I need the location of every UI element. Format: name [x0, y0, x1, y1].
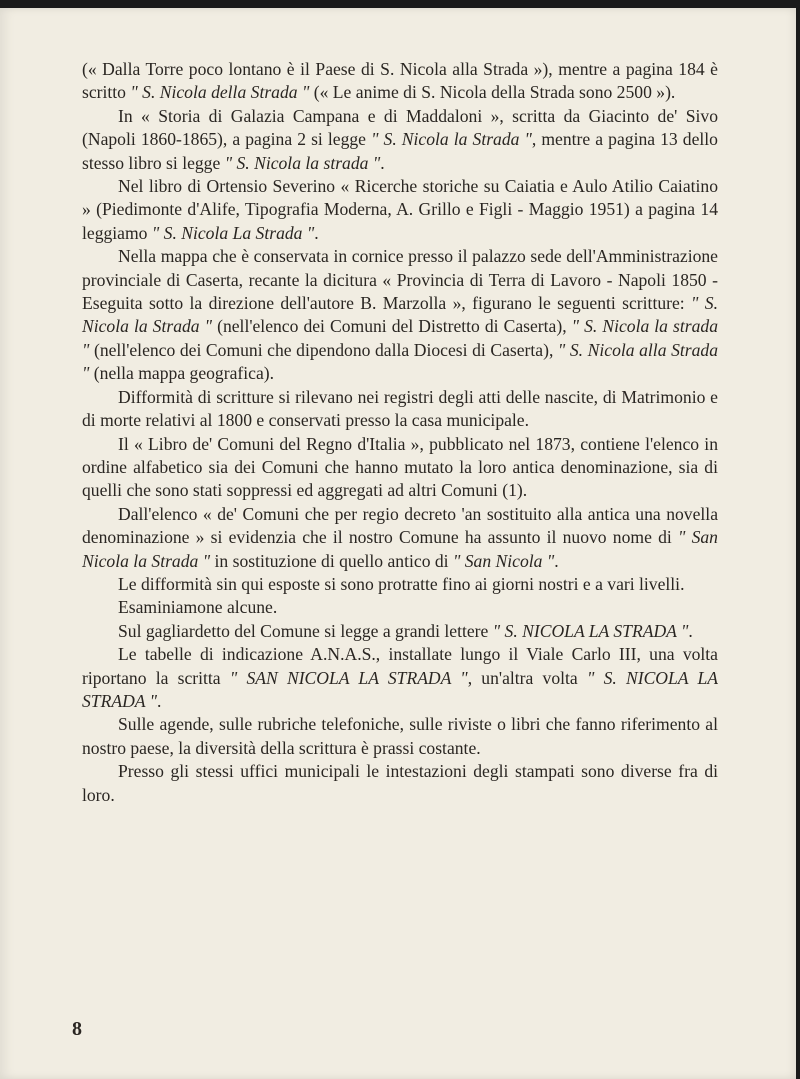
text-run: Difformità di scritture si rilevano nei registri degli atti delle nascite, di Matrimonio e di morte relativi al 1800 e conservati presso la casa municipale.: [82, 386, 718, 431]
italic-quote: " SAN NICOLA LA STRADA ": [229, 667, 468, 688]
text-run: (nell'elenco dei Comuni che dipendono dalla Diocesi di Caserta),: [89, 339, 558, 360]
paragraph: [82, 760, 718, 807]
text-run: .: [688, 620, 693, 641]
paragraph: [82, 433, 718, 503]
text-run: .: [380, 152, 385, 173]
paragraph: [82, 503, 718, 573]
text-run: Sulle agende, sulle rubriche telefoniche, sulle riviste o libri che fanno riferimento al nostro paese, la diversità della scrittura è prassi costante.: [82, 714, 718, 758]
paragraph: [82, 105, 718, 175]
text-run: Nella mappa che è conservata in cornice presso il palazzo sede dell'Amministrazione provinciale di Caserta, recante la dicitura « Provincia di Terra di Lavoro - Napoli 1850 - Eseguita sotto la direzione dell'autore B. Marzolla », figurano le seguenti scritture:: [82, 246, 718, 314]
paragraph: [82, 58, 718, 105]
text-run: Presso gli stessi uffici municipali le intestazioni degli stampati sono diverse fra di loro.: [82, 761, 718, 805]
italic-quote: " S. Nicola della Strada ": [130, 82, 310, 103]
text-run: Il « Libro de' Comuni del Regno d'Italia », pubblicato nel 1873, contiene l'elenco in ordine alfabetico sia dei Comuni che hanno mutato la loro antica denominazione, sia di quelli che sono stati soppressi ed aggregati ad altri Comuni (1).: [82, 433, 718, 501]
text-run: (« Dalla Torre poco lontano è il Paese di S. Nicola alla Strada »), mentre a pagina 184 è scritto: [82, 59, 718, 103]
paragraph: [82, 245, 718, 385]
text-run: (« Le anime di S. Nicola della Strada sono 2500 »).: [309, 82, 676, 103]
italic-quote: " San Nicola ": [452, 550, 555, 571]
page-number: 8: [72, 1018, 82, 1040]
italic-quote: " S. NICOLA LA STRADA ": [82, 667, 718, 711]
text-run: Le tabelle di indicazione A.N.A.S., installate lungo il Viale Carlo III, una volta riportano la scritta: [82, 644, 718, 688]
text-run: .: [314, 222, 319, 243]
body-text: [82, 58, 718, 807]
text-run: In « Storia di Galazia Campana e di Maddaloni », scritta da Giacinto de' Sivo (Napoli 1860-1865), a pagina 2 si legge: [82, 105, 718, 150]
book-page: [0, 8, 796, 1079]
italic-quote: " S. NICOLA LA STRADA ": [492, 620, 689, 641]
text-run: Le difformità sin qui esposte si sono protratte fino ai giorni nostri e a vari livelli.: [118, 573, 685, 594]
italic-quote: " S. Nicola alla Strada ": [82, 339, 718, 384]
italic-quote: " S. Nicola La Strada ": [151, 222, 315, 243]
text-run: .: [157, 690, 162, 711]
text-run: Esaminiamone alcune.: [118, 597, 278, 618]
text-run: .: [554, 550, 559, 571]
italic-quote: " S. Nicola la Strada ": [82, 293, 718, 337]
italic-quote: " San Nicola la Strada ": [82, 527, 718, 571]
italic-quote: " S. Nicola la strada ": [224, 152, 381, 173]
text-run: , un'altra volta: [467, 667, 587, 688]
paragraph: [82, 713, 718, 760]
paragraph: [82, 573, 718, 596]
text-run: Sul gagliardetto del Comune si legge a grandi lettere: [118, 620, 493, 641]
text-run: in sostituzione di quello antico di: [210, 550, 453, 571]
text-run: Dall'elenco « de' Comuni che per regio decreto 'an sostituito alla antica una novella denominazione » si evidenzia che il nostro Comune ha assunto il nuovo nome di: [82, 503, 718, 548]
paragraph: [82, 596, 718, 619]
italic-quote: " S. Nicola la Strada ": [371, 129, 532, 150]
text-run: (nell'elenco dei Comuni del Distretto di Caserta),: [212, 316, 572, 337]
paragraph: [82, 175, 718, 245]
paragraph: [82, 620, 718, 643]
paragraph: [82, 386, 718, 433]
text-run: (nella mappa geografica).: [89, 363, 275, 384]
italic-quote: " S. Nicola la strada ": [82, 316, 718, 360]
text-run: , mentre a pagina 13 dello stesso libro si legge: [82, 129, 718, 173]
paragraph: [82, 643, 718, 713]
text-run: Nel libro di Ortensio Severino « Ricerche storiche su Caiatia e Aulo Atilio Caiatino » (Piedimonte d'Alife, Tipografia Moderna, A. Grillo e Figli - Maggio 1951) a pagina 14 leggiamo: [82, 176, 718, 243]
